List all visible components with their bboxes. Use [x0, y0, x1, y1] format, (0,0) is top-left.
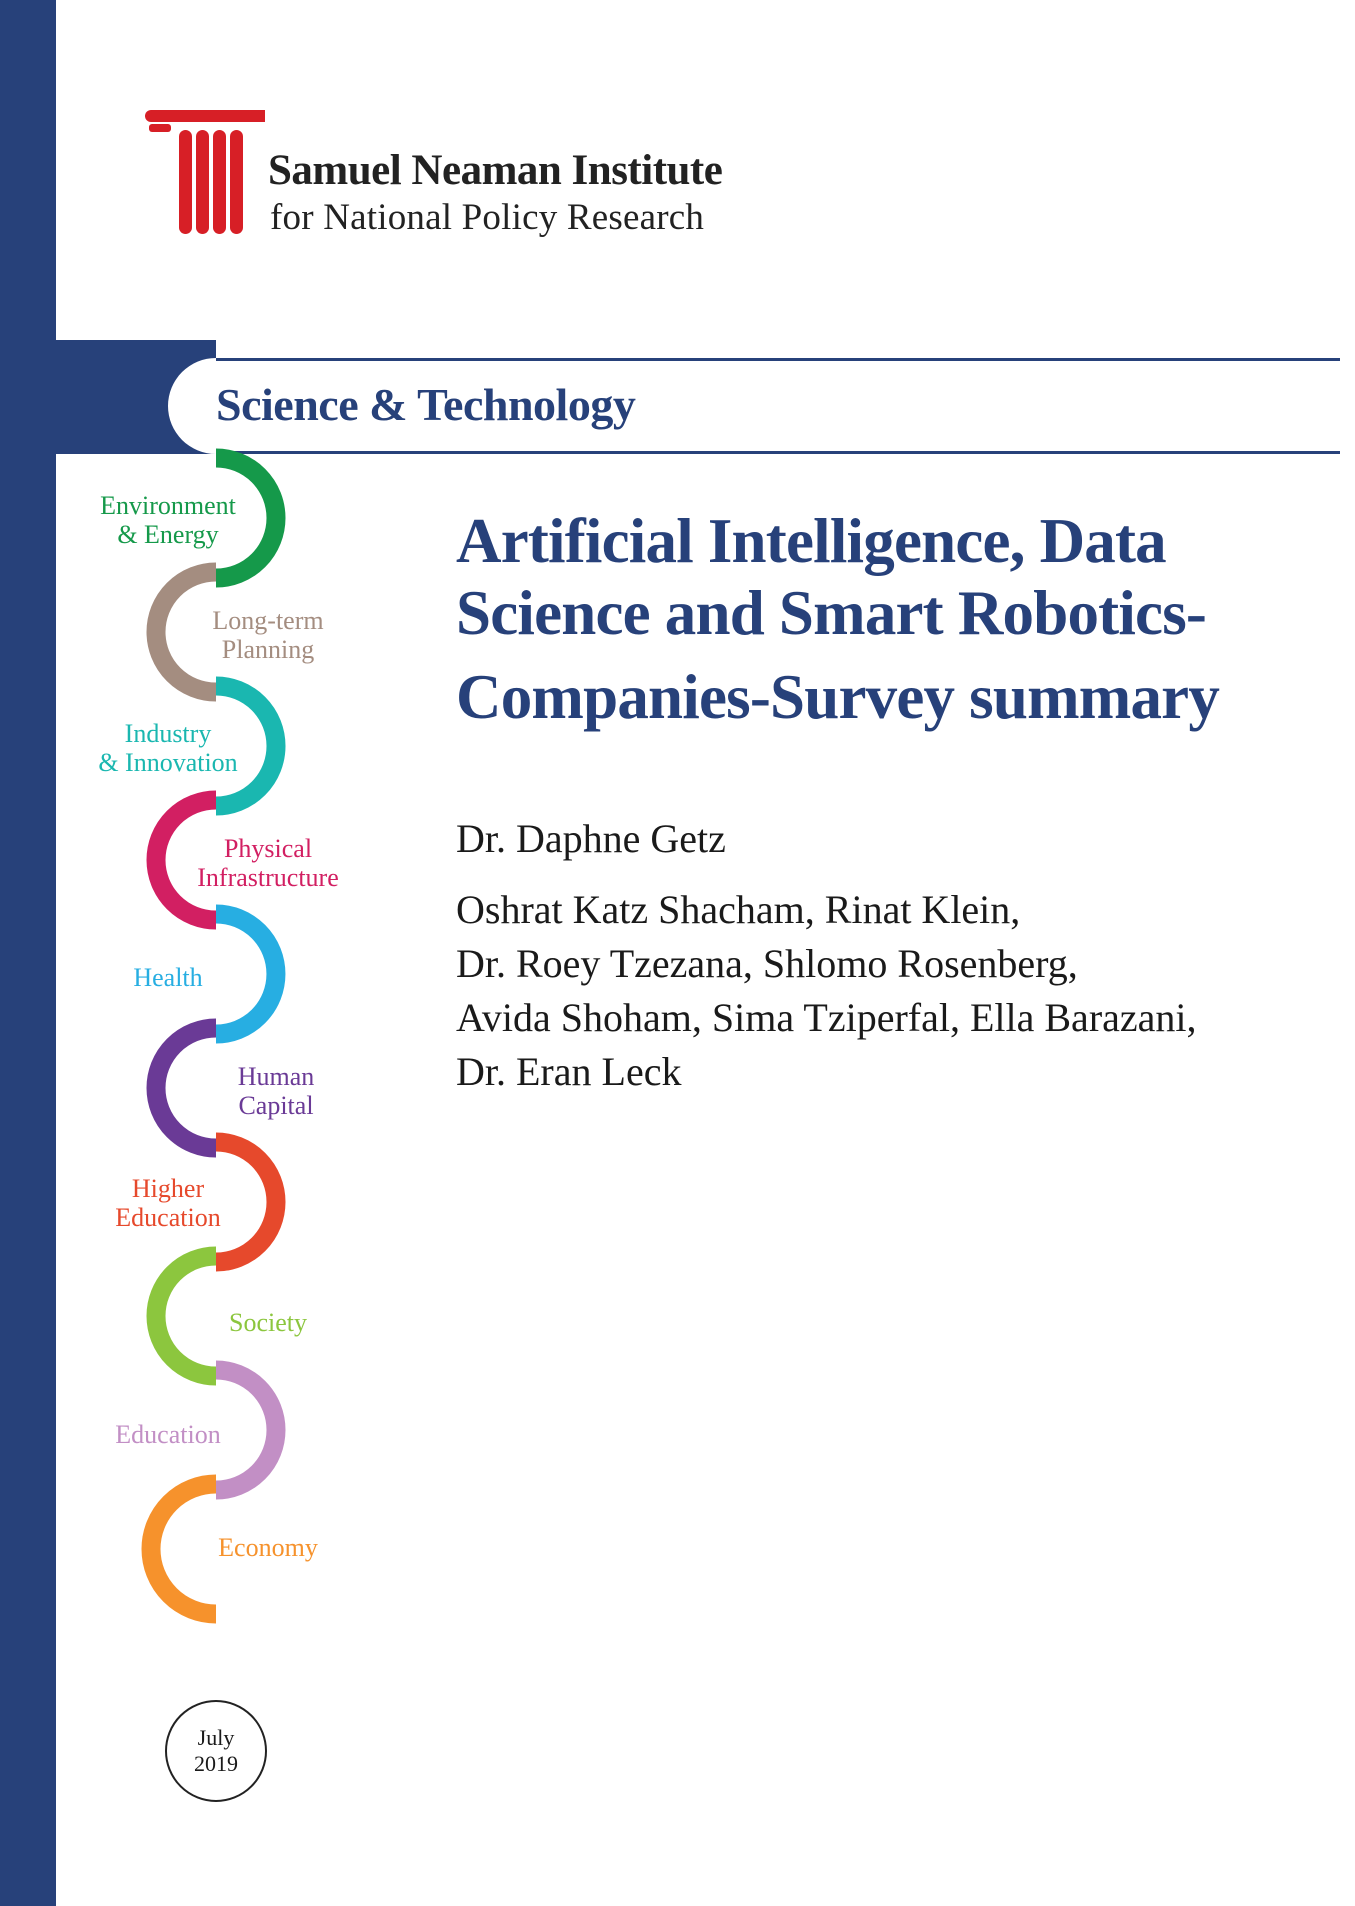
- topic-arc: [216, 1142, 276, 1262]
- date-year: 2019: [194, 1751, 238, 1776]
- topic-label-health: Health: [133, 963, 203, 992]
- topic-arc: [156, 1028, 216, 1148]
- topic-arc: [216, 914, 276, 1034]
- topic-label-higher-education: Higher Education: [115, 1174, 221, 1232]
- co-authors: [456, 883, 1316, 1099]
- topic-label-society: Society: [229, 1308, 307, 1337]
- topic-arc: [151, 1484, 216, 1614]
- topic-label-industry-innovation: Industry & Innovation: [98, 719, 238, 777]
- title-line: Artificial Intelligence, Data: [456, 506, 1166, 576]
- topic-label-physical-infrastructure: Physical Infrastructure: [197, 834, 339, 892]
- institute-subtitle: for National Policy Research: [270, 197, 705, 238]
- lead-author: Dr. Daphne Getz: [456, 816, 726, 861]
- topic-label-long-term-planning: Long-term Planning: [212, 606, 324, 664]
- title-line: Companies-Survey summary: [456, 662, 1220, 732]
- topic-arc: [156, 1256, 216, 1376]
- topic-arc: [216, 1370, 276, 1490]
- author-line: Avida Shoham, Sima Tziperfal, Ella Barazani,: [456, 995, 1197, 1040]
- topic-arc: [156, 572, 216, 692]
- series-title: Science & Technology: [216, 379, 636, 430]
- author-line: Dr. Eran Leck: [456, 1049, 682, 1094]
- topic-label-human-capital: Human Capital: [237, 1062, 315, 1120]
- topic-label-environment: Environment & Energy: [100, 491, 236, 549]
- author-line: Oshrat Katz Shacham, Rinat Klein,: [456, 887, 1021, 932]
- title-line: Science and Smart Robotics-: [456, 578, 1207, 648]
- topic-label-education: Education: [115, 1420, 221, 1449]
- document-title: [456, 505, 1316, 733]
- date-month: July: [197, 1725, 235, 1750]
- author-line: Dr. Roey Tzezana, Shlomo Rosenberg,: [456, 941, 1078, 986]
- topic-label-economy: Economy: [218, 1533, 318, 1562]
- topics-snake-graphic: [0, 0, 400, 1906]
- date-badge: [165, 1700, 267, 1802]
- institute-name: Samuel Neaman Institute: [268, 147, 723, 194]
